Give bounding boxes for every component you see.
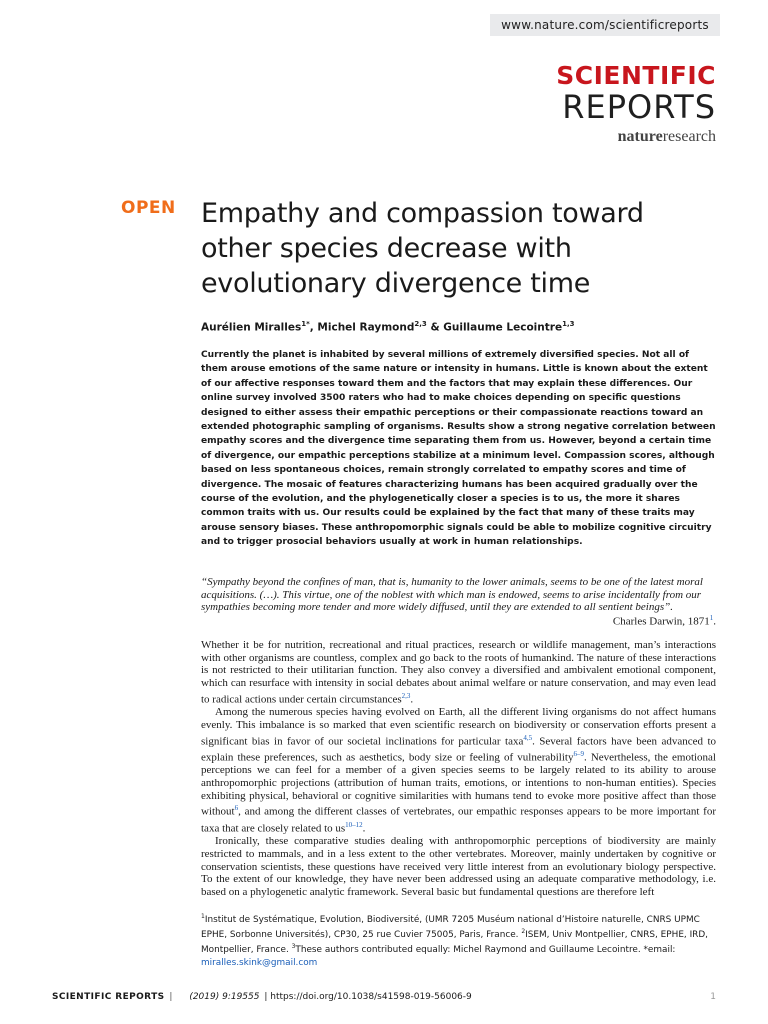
- citation-ref[interactable]: 6: [234, 804, 239, 813]
- footer-journal-name: SCIENTIFIC REPORTS: [52, 992, 165, 1002]
- journal-brand: [556, 62, 716, 147]
- affil-marker: 3: [291, 943, 296, 951]
- brand-scientific: SCIENTIFIC: [556, 61, 716, 90]
- contact-email-link[interactable]: miralles.skink@gmail.com: [201, 957, 318, 968]
- epigraph-attribution: [613, 612, 716, 629]
- affil-text: Institut de Systématique, Evolution, Biodiversité, (UMR 7205 Muséum national d’Histoire naturelle, CNRS UPMC EPHE, Sorbonne Universités), CP30, 25 rue Cuvier 75005, Paris, France.: [201, 914, 700, 941]
- paragraph-text: .: [362, 822, 366, 835]
- affil-text: ISEM, Univ Montpellier, CNRS, EPHE, IRD, Montpellier, France.: [201, 930, 709, 956]
- affil-text: These authors contributed equally: Michel Raymond and Guillaume Lecointre. *email:: [295, 945, 676, 956]
- body-paragraph-3: Ironically, these comparative studies dealing with anthropomorphic perceptions of biodiversity are mainly restricted to mammals, and in a less extent to the other vertebrates. Moreover, mainly undertaken by cognitive or conservation scientists, these questions have received very little interest from an evolutionary biology perspective. To the extent of our knowledge, they have never been addressed using an adequate comparative methodology, i.e. based on a phylogenetic analytic framework. Several basic but fundamental questions are therefore left: [201, 835, 716, 898]
- paragraph-text: . Several factors have been advanced to explain these preferences, such as aesthetics, body size or feeling of vulnerability: [201, 735, 716, 764]
- affiliations-footnote: [201, 911, 716, 969]
- attribution-text: Charles Darwin, 1871: [612, 615, 710, 628]
- article-body: [201, 639, 716, 899]
- brand-nature: nature: [617, 128, 663, 145]
- abstract: Currently the planet is inhabited by several millions of extremely diversified species. Not all of them arouse emotions of the same nature or intensity in humans. Little is known about the extent of our affective responses toward them and the factors that may explain these differences. Our online survey involved 3500 raters who had to make choices depending on specific questions designed to either assess their empathic perceptions or their compassionate reactions toward an extended photographic sampling of organisms. Results show a strong negative correlation between empathy scores and the divergence time separating them from us. However, beyond a certain time of divergence, our empathic perceptions stabilize at a minimum level. Compassion scores, although based on less spontaneous choices, remain strongly correlated to empathy scores and time of divergence. The mosaic of features characterizing humans has been acquired gradually over the course of the evolution, and the phylogenetically closer a species is to us, the more it shares common traits with us. Our results could be explained by the fact that many of these traits may arouse sensory biases. These anthropomorphic signals could be able to mobilize cognitive circuitry and to trigger prosocial behaviors usually at work in human relationships.: [201, 350, 716, 548]
- citation-ref[interactable]: 10–12: [345, 820, 363, 829]
- brand-publisher: [556, 127, 716, 147]
- author-separator: &: [426, 321, 444, 334]
- paragraph-text: .: [410, 693, 414, 706]
- brand-reports: REPORTS: [562, 88, 716, 126]
- footer-doi-link[interactable]: | https://doi.org/10.1038/s41598-019-56006-9: [264, 992, 472, 1002]
- citation-ref[interactable]: 6–9: [573, 749, 584, 758]
- open-access-label: OPEN: [121, 198, 176, 218]
- author-3[interactable]: Guillaume Lecointre: [443, 321, 563, 334]
- article-title: Empathy and compassion toward other species decrease with evolutionary divergence time: [201, 198, 644, 299]
- affil-marker: 1: [201, 913, 205, 920]
- affil-marker: 2: [521, 928, 526, 936]
- paragraph-text: Among the numerous species having evolved on Earth, all the different living organisms do not affect humans evenly. This imbalance is so marked that even scientific research on biodiversity or conservation efforts present a significant bias in favor of our societal inclinations for particular taxa: [201, 706, 716, 748]
- citation-ref[interactable]: 2,3: [401, 691, 411, 700]
- journal-url[interactable]: www.nature.com/scientificreports: [490, 14, 720, 36]
- paragraph-text: Whether it be for nutrition, recreational and ritual practices, research or wildlife management, man’s interactions with other organisms are countless, complex and go back to the roots of humankind. The nature of these interactions is not restricted to their utilitarian function. They also convey a diversified and ambivalent emotional component, which can resurface with intensity in social debates about animal welfare or nature conservation, and may even lead to radical actions under certain circumstances: [201, 639, 716, 706]
- footer-citation: (2019) 9:19555: [189, 992, 260, 1002]
- page-number: 1: [710, 992, 716, 1002]
- citation-ref[interactable]: 1: [709, 614, 714, 622]
- brand-research: research: [662, 128, 716, 145]
- author-1-affil: 1*: [301, 320, 310, 328]
- author-1[interactable]: Aurélien Miralles: [201, 321, 302, 334]
- epigraph-quote: “Sympathy beyond the confines of man, that is, humanity to the lower animals, seems to be one of the latest moral acquisitions. (…). This virtue, one of the noblest with which man is endowed, seems to arise incidentally from our sympathies becoming more tender and more widely diffused, until they are extended to all sentient beings”.: [201, 576, 703, 614]
- paragraph-text: . Nevertheless, the emotional perceptions we can feel for a member of a given species seems to be largely related to its ability to arouse anthropomorphic projections (attribution of human traits, emotions, or intentions to non-human entities). Species exhibiting physical, behavioral or cognitive similarities with humans tend to evoke more positive affect than those without: [201, 751, 716, 819]
- body-paragraph-1: [201, 639, 716, 706]
- author-3-affil: 1,3: [562, 320, 575, 328]
- author-list: [201, 320, 721, 334]
- author-separator: ,: [309, 321, 318, 334]
- attribution-period: .: [713, 615, 716, 628]
- citation-ref[interactable]: 4,5: [523, 733, 533, 742]
- footer-separator: |: [169, 992, 173, 1002]
- page-footer: [52, 990, 716, 1004]
- body-paragraph-2: [201, 706, 716, 835]
- paragraph-text: , and among the different classes of vertebrates, our empathic responses appears to be more important for taxa that are closely related to us: [201, 806, 716, 835]
- author-2-affil: 2,3: [414, 320, 427, 328]
- author-2[interactable]: Michel Raymond: [317, 321, 415, 334]
